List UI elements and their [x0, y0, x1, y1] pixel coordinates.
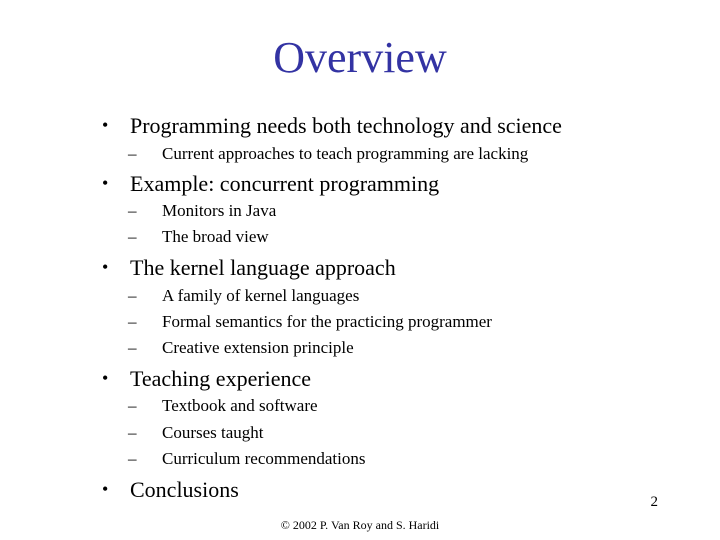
bullet-item	[102, 476, 239, 503]
bullet-marker: •	[102, 368, 109, 388]
sub-bullet-marker: –	[128, 286, 137, 305]
sub-bullet-marker: –	[128, 144, 137, 163]
sub-bullet-item	[128, 227, 269, 247]
bullet-text: The kernel language approach	[130, 255, 396, 280]
sub-bullet-text: Textbook and software	[162, 396, 318, 415]
sub-bullet-marker: –	[128, 396, 137, 415]
sub-bullet-text: Courses taught	[162, 423, 264, 442]
sub-bullet-text: Formal semantics for the practicing programmer	[162, 312, 492, 331]
page-number: 2	[650, 494, 658, 510]
bullet-item	[102, 170, 439, 197]
sub-bullet-marker: –	[128, 423, 137, 442]
sub-bullet-text: Creative extension principle	[162, 338, 354, 357]
sub-bullet-text: A family of kernel languages	[162, 286, 360, 305]
sub-bullet-item	[128, 338, 354, 358]
sub-bullet-marker: –	[128, 312, 137, 331]
sub-bullet-item	[128, 312, 492, 332]
sub-bullet-item	[128, 286, 359, 306]
bullet-text: Programming needs both technology and science	[130, 113, 562, 138]
sub-bullet-text: Current approaches to teach programming are lacking	[162, 144, 529, 163]
bullet-marker: •	[102, 115, 109, 135]
sub-bullet-item	[128, 201, 276, 221]
bullet-marker: •	[102, 173, 109, 193]
sub-bullet-marker: –	[128, 338, 137, 357]
sub-bullet-marker: –	[128, 227, 137, 246]
sub-bullet-text: Curriculum recommendations	[162, 449, 366, 468]
sub-bullet-text: Monitors in Java	[162, 201, 277, 220]
bullet-text: Teaching experience	[130, 366, 312, 391]
bullet-text: Conclusions	[130, 477, 239, 502]
footer-copyright: © 2002 P. Van Roy and S. Haridi	[280, 518, 440, 532]
bullet-marker: •	[102, 479, 109, 499]
sub-bullet-marker: –	[128, 201, 137, 220]
bullet-marker: •	[102, 257, 109, 277]
sub-bullet-text: The broad view	[162, 227, 269, 246]
sub-bullet-item	[128, 449, 365, 469]
bullet-item	[102, 112, 562, 139]
sub-bullet-item	[128, 423, 264, 443]
sub-bullet-marker: –	[128, 449, 137, 468]
slide-title: Overview	[273, 33, 447, 82]
sub-bullet-item	[128, 396, 318, 416]
bullet-item	[102, 254, 396, 281]
sub-bullet-item	[128, 144, 528, 164]
bullet-text: Example: concurrent programming	[130, 171, 440, 196]
bullet-item	[102, 365, 311, 392]
